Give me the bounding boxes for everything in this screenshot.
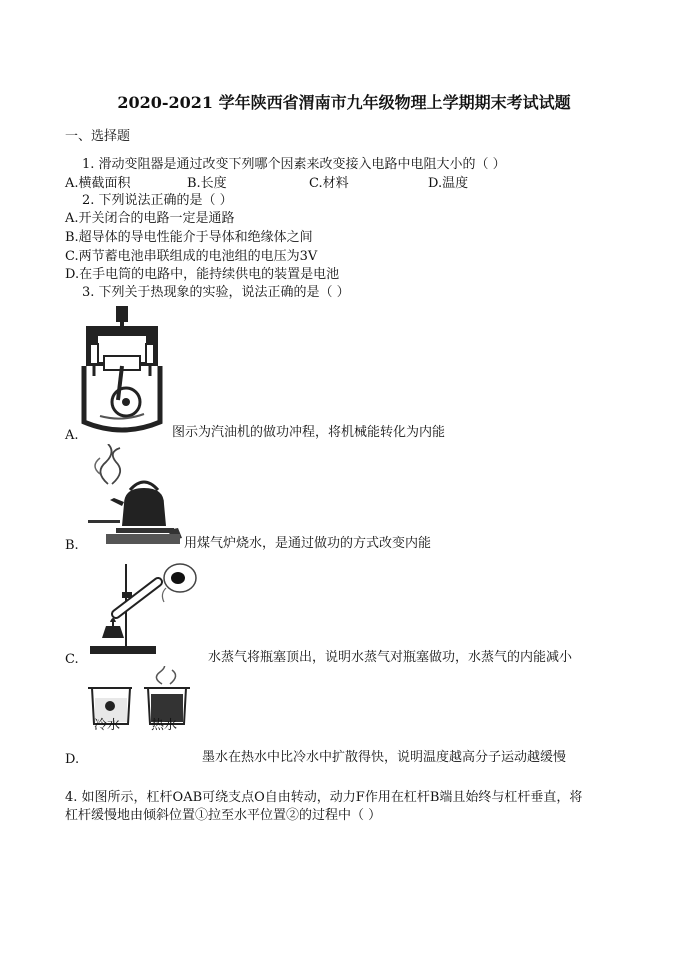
gasoline-engine-figure [80,304,164,434]
question-2-option-d: D.在手电筒的电路中，能持续供电的装置是电池 [65,267,340,282]
figure-label-cold-water: 冷水 [94,718,121,733]
question-1-option-d: D.温度 [428,176,469,191]
question-4-line-2: 杠杆缓慢地由倾斜位置①拉至水平位置②的过程中（ ） [65,808,382,823]
question-2-option-a: A.开关闭合的电路一定是通路 [65,211,235,226]
section-heading: 一、选择题 [65,129,131,144]
question-3-option-c-label: C. [65,652,79,667]
question-3-option-b-text: 用煤气炉烧水，是通过做功的方式改变内能 [184,536,432,551]
question-3-option-d-label: D. [65,752,80,767]
kettle-on-stove-figure [86,444,182,548]
question-1-option-c: C.材料 [309,176,349,191]
question-3-option-c-text: 水蒸气将瓶塞顶出，说明水蒸气对瓶塞做功，水蒸气的内能减小 [208,650,573,665]
question-2-stem: 2. 下列说法正确的是（ ） [82,193,233,208]
figure-label-hot-water: 热水 [151,718,178,733]
question-2-option-b: B.超导体的导电性能介于导体和绝缘体之间 [65,230,313,245]
question-3-option-a-label: A. [65,428,79,443]
question-2-option-c: C.两节蓄电池串联组成的电池组的电压为3V [65,249,318,264]
page-title: 2020-2021 学年陕西省渭南市九年级物理上学期期末考试试题 [117,93,571,112]
question-1-stem: 1. 滑动变阻器是通过改变下列哪个因素来改变接入电路中电阻大小的（ ） [82,157,506,172]
test-tube-steam-figure [86,558,198,660]
question-3-stem: 3. 下列关于热现象的实验，说法正确的是（ ） [82,285,350,300]
question-3-option-d-text: 墨水在热水中比冷水中扩散得快，说明温度越高分子运动越缓慢 [202,750,567,765]
question-3-option-a-text: 图示为汽油机的做功冲程，将机械能转化为内能 [172,425,446,440]
question-3-option-b-label: B. [65,538,79,553]
question-4-line-1: 4. 如图所示，杠杆OAB可绕支点O自由转动，动力F作用在杠杆B端且始终与杠杆垂直，将 [65,790,583,805]
question-1-option-a: A.横截面积 [65,176,131,191]
question-1-option-b: B.长度 [187,176,227,191]
